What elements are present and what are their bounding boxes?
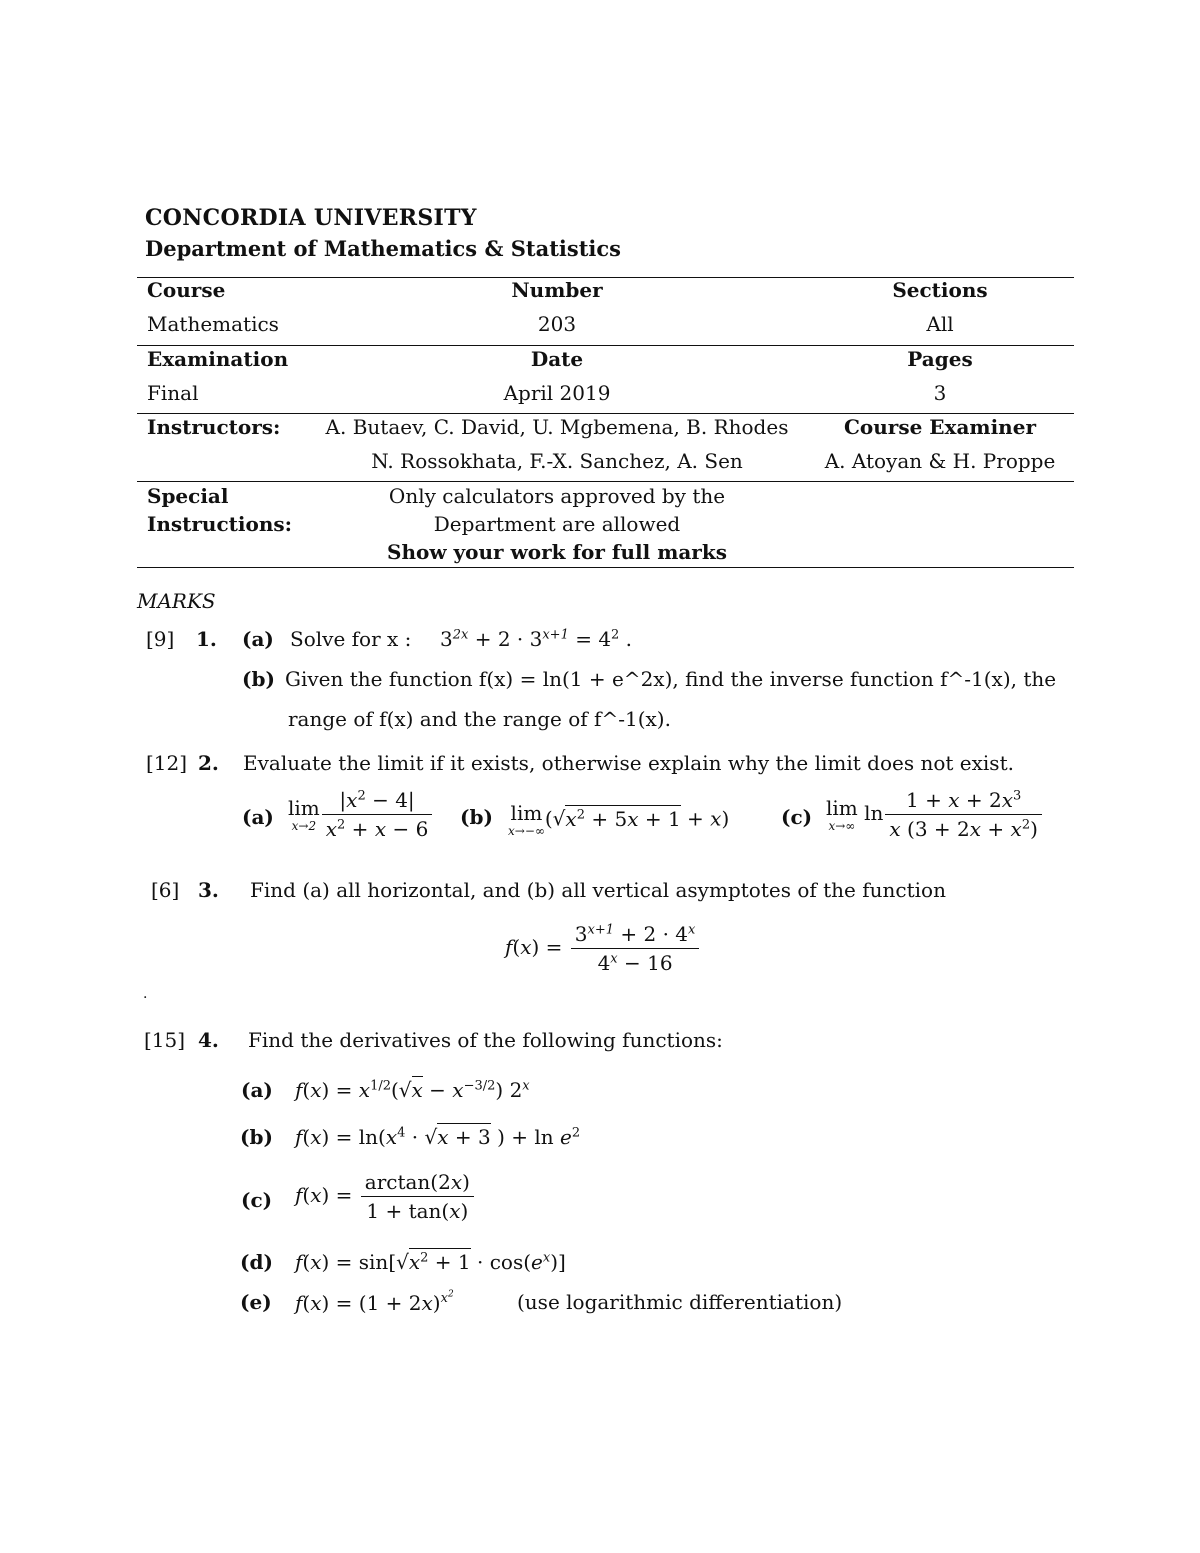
special-line-3: Show your work for full marks	[387, 540, 727, 564]
q4d-label: (d)	[240, 1250, 273, 1274]
q4c-function: f(x) = $\frac{\arctan(2x)}{1 + \tan(x)}$	[295, 1170, 476, 1223]
stray-mark: ·	[143, 990, 148, 1006]
q2-number: 2.	[198, 751, 219, 775]
q4e-note: (use logarithmic differentiation)	[517, 1290, 843, 1314]
value-course-examiner: A. Atoyan & H. Proppe	[824, 449, 1056, 473]
value-date: April 2019	[503, 381, 611, 405]
q3-text: Find (a) all horizontal, and (b) all vertical asymptotes of the function	[250, 878, 946, 902]
q2a-expression: lim x→2 $\frac{|x^2 - 4|}{x^2 + x - 6}$	[288, 788, 434, 841]
q4a-function: $f(x) = x^{1/2}(√x - x^{-3/2})$ 2$^x$	[295, 1078, 530, 1102]
q1a-equation: $3^{2x} + 2 \cdot 3^{x+1} = 4^2$ .	[440, 627, 633, 651]
q1-mark: [9]	[146, 627, 175, 651]
table-rule-3	[137, 413, 1074, 414]
q3-number: 3.	[198, 878, 219, 902]
q2b-expression: lim x→−∞ $(√x^2 + 5x + 1 + x)$	[508, 801, 730, 838]
table-rule-4	[137, 481, 1074, 482]
label-instructors: Instructors:	[147, 415, 281, 439]
instructors-line-1: A. Butaev, C. David, U. Mgbemena, B. Rhodes	[325, 415, 789, 439]
q4b-label: (b)	[240, 1125, 273, 1149]
department-name: Department of Mathematics & Statistics	[145, 236, 621, 261]
label-date: Date	[530, 347, 584, 371]
q1a-text: Solve for x :	[290, 627, 412, 651]
q2c-expression: lim x→∞ ln $\frac{1 + x + 2x^3}{x (3 + 2x + x^2)}$	[826, 788, 1044, 841]
q1b-label: (b)	[242, 667, 275, 691]
table-rule-bottom	[137, 567, 1074, 568]
q1b-text-line2: range of f(x) and the range of f^-1(x).	[288, 707, 671, 731]
label-instructions: Instructions:	[147, 512, 293, 536]
q4e-label: (e)	[240, 1290, 272, 1314]
q2-mark: [12]	[146, 751, 188, 775]
value-pages: 3	[933, 381, 947, 405]
value-sections: All	[926, 312, 954, 336]
q4e-function: $f(x) = (1 + 2x)^{x^2}$	[295, 1290, 454, 1315]
q1-number: 1.	[196, 627, 217, 651]
q4a-label: (a)	[241, 1078, 273, 1102]
value-number: 203	[537, 312, 577, 336]
q2b-label: (b)	[460, 805, 493, 829]
value-examination: Final	[147, 381, 199, 405]
q1b-text-line1: Given the function f(x) = ln(1 + e^2x), find the inverse function f^-1(x), the	[285, 667, 1057, 691]
marks-heading: MARKS	[137, 589, 216, 613]
q2a-label: (a)	[242, 805, 274, 829]
label-sections: Sections	[892, 278, 988, 302]
value-course: Mathematics	[147, 312, 279, 336]
university-name: CONCORDIA UNIVERSITY	[145, 205, 477, 231]
instructors-line-2: N. Rossokhata, F.-X. Sanchez, A. Sen	[371, 449, 743, 473]
label-course: Course	[147, 278, 226, 302]
q4-number: 4.	[198, 1028, 219, 1052]
special-line-1: Only calculators approved by the	[388, 484, 726, 508]
label-special: Special	[147, 484, 229, 508]
q2-text: Evaluate the limit if it exists, otherwise explain why the limit does not exist.	[243, 751, 1014, 775]
label-number: Number	[511, 278, 603, 302]
q4-text: Find the derivatives of the following functions:	[248, 1028, 723, 1052]
q4d-function: $f(x) = \sin[√x^2 + 1 \cdot \cos(e^x)]$	[295, 1250, 566, 1274]
q4b-function: $f(x) = \ln(x^4 \cdot √x + 3$ ) + $\ln e^2$	[295, 1125, 581, 1149]
q2c-label: (c)	[781, 805, 813, 829]
q4-mark: [15]	[144, 1028, 186, 1052]
q1a-label: (a)	[242, 627, 274, 651]
label-examination: Examination	[147, 347, 289, 371]
table-rule-2	[137, 345, 1074, 346]
special-line-2: Department are allowed	[433, 512, 681, 536]
label-pages: Pages	[907, 347, 973, 371]
q3-mark: [6]	[151, 878, 180, 902]
q3-function: f(x) = $\frac{3^{x+1} + 2 \cdot 4^x}{4^x - 16}$	[505, 922, 701, 975]
q4c-label: (c)	[241, 1188, 273, 1212]
label-course-examiner: Course Examiner	[844, 415, 1036, 439]
